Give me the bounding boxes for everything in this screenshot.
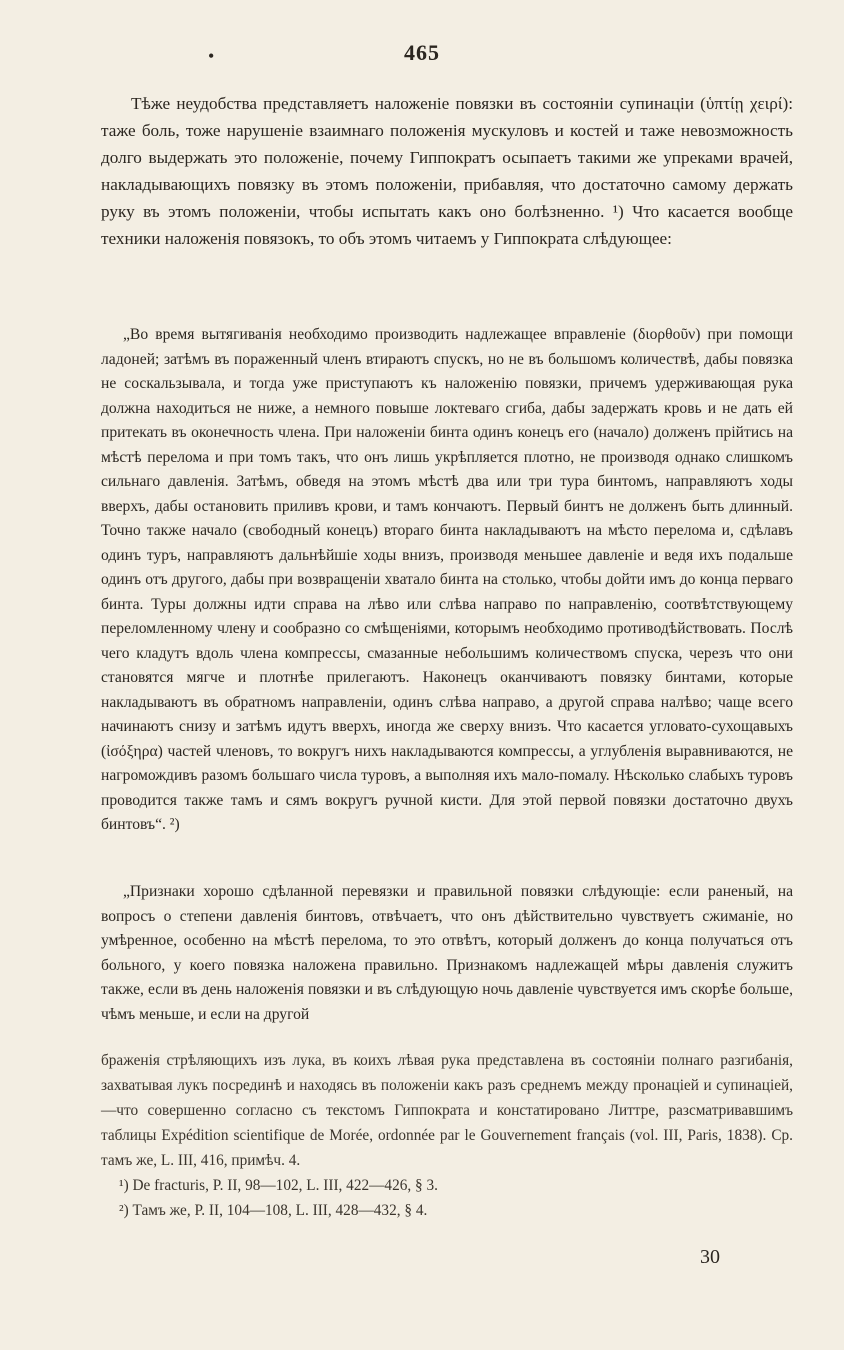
- page-mark: •: [208, 46, 215, 66]
- quote-bandaging-technique: „Во время вытягиванія необходимо производить надлежащее вправленіе (διορθοῦν) при помощи ладоней; затѣмъ въ пораженный членъ втираютъ спускъ, но не въ большомъ количествѣ, дабы повязка не соскальзывала, и тогда уже приступаютъ къ наложенію повязки, причемъ удерживающая рука должна находиться не ниже, а немного повыше локтеваго сгиба, дабы задержать кровь и не дать ей притекать въ оконечность члена. При наложеніи бинта одинъ конецъ его (начало) долженъ прійтись на мѣстѣ перелома и при томъ такъ, что онъ лишь укрѣпляется плотно, не производя однако слишкомъ сильнаго давленія. Затѣмъ, обведя на этомъ мѣстѣ два или три тура бинтомъ, направляютъ ходы вверхъ, дабы остановить приливъ крови, и тамъ кончаютъ. Первый бинтъ не долженъ быть длинный. Точно также начало (свободный конецъ) втораго бинта накладываютъ на мѣсто перелома и, сдѣлавъ одинъ туръ, направляютъ дальнѣйшіе ходы внизъ, производя меньшее давленіе и ведя ихъ подальше одинъ отъ другого, дабы при возвращеніи хватало бинта на столько, чтобы дойти имъ до конца перваго бинта. Туры должны идти справа на лѣво или слѣва направо по направленію, соотвѣтствующему переломленному члену и сообразно со смѣщеніями, которымъ необходимо противодѣйствовать. Послѣ чего кладутъ вдоль члена компрессы, смазанные небольшимъ количествомъ спуска, черезъ что они становятся мягче и плотнѣе прилегаютъ. Наконецъ оканчиваютъ повязку бинтами, которые накладываютъ въ обратномъ направленіи, одинъ слѣва направо, а другой справа налѣво; чаще всего начинаютъ снизу и затѣмъ идутъ вверхъ, иногда же сверху внизъ. Что касается угловато-сухощавыхъ (ἰσόξηρα) частей членовъ, то вокругъ нихъ накладываются компрессы, а углубленія выравниваются, не нагромождивъ разомъ большаго числа туровъ, а выполняя ихъ мало-помалу. Нѣсколько слабыхъ туровъ проводится также тамъ и сямъ вокругъ ручной кисти. Для этой первой повязки достаточно двухъ бинтовъ“. ²): [101, 326, 793, 833]
- main-paragraph: Тѣже неудобства представляетъ наложеніе повязки въ состояніи супинаціи (ὑπτίῃ χειρί): таже боль, тоже нарушеніе взаимнаго положенія мускуловъ и костей и таже невозможность долго выдержать это положеніе, почему Гиппократъ осыпаетъ такими же упреками врачей, накладывающихъ повязку въ этомъ положеніи, прибавляя, что достаточно самому держать руку въ этомъ положеніи, чтобы испытать какъ оно болѣзненно. ¹) Что касается вообще техники наложенія повязокъ, то объ этомъ читаемъ у Гиппократа слѣдующее:: [101, 94, 793, 248]
- footnote-continuation: браженія стрѣляющихъ изъ лука, въ коихъ лѣвая рука представлена въ состояніи полнаго разгибанія, захватывая лукъ посрединѣ и находясь въ положеніи какъ разъ среднемъ между пронаціей и супинаціей,—что совершенно согласно съ текстомъ Гиппократа и констатировано Литтре, разсматривавшимъ таблицы Expédition scientifique de Morée, ordonnée par le Gouvernement français (vol. III, Paris, 1838). Ср. тамъ же, L. III, 416, примѣч. 4.: [101, 1052, 793, 1169]
- footnote-1: ¹) De fracturis, P. II, 98—102, L. III, 422—426, § 3.: [119, 1177, 438, 1194]
- footnote-2: ²) Тамъ же, P. II, 104—108, L. III, 428—432, § 4.: [119, 1202, 428, 1219]
- page-number: 465: [404, 40, 440, 65]
- quote-signs-of-good-bandage: „Признаки хорошо сдѣланной перевязки и правильной повязки слѣдующіе: если раненый, на вопросъ о степени давленія бинтовъ, отвѣчаетъ, что онъ дѣйствительно чувствуетъ сжиманіе, но умѣренное, особенно на мѣстѣ перелома, то это отвѣтъ, который долженъ до конца получаться отъ больного, у коего повязка наложена правильно. Признакомъ надлежащей мѣры давленія служитъ также, если въ день наложенія повязки и въ слѣдующую ночь давленіе чувствуется имъ скорѣе больше, чѣмъ меньше, и если на другой: [101, 883, 793, 1023]
- footnotes: [101, 1048, 793, 1223]
- signature-mark: 30: [700, 1246, 720, 1268]
